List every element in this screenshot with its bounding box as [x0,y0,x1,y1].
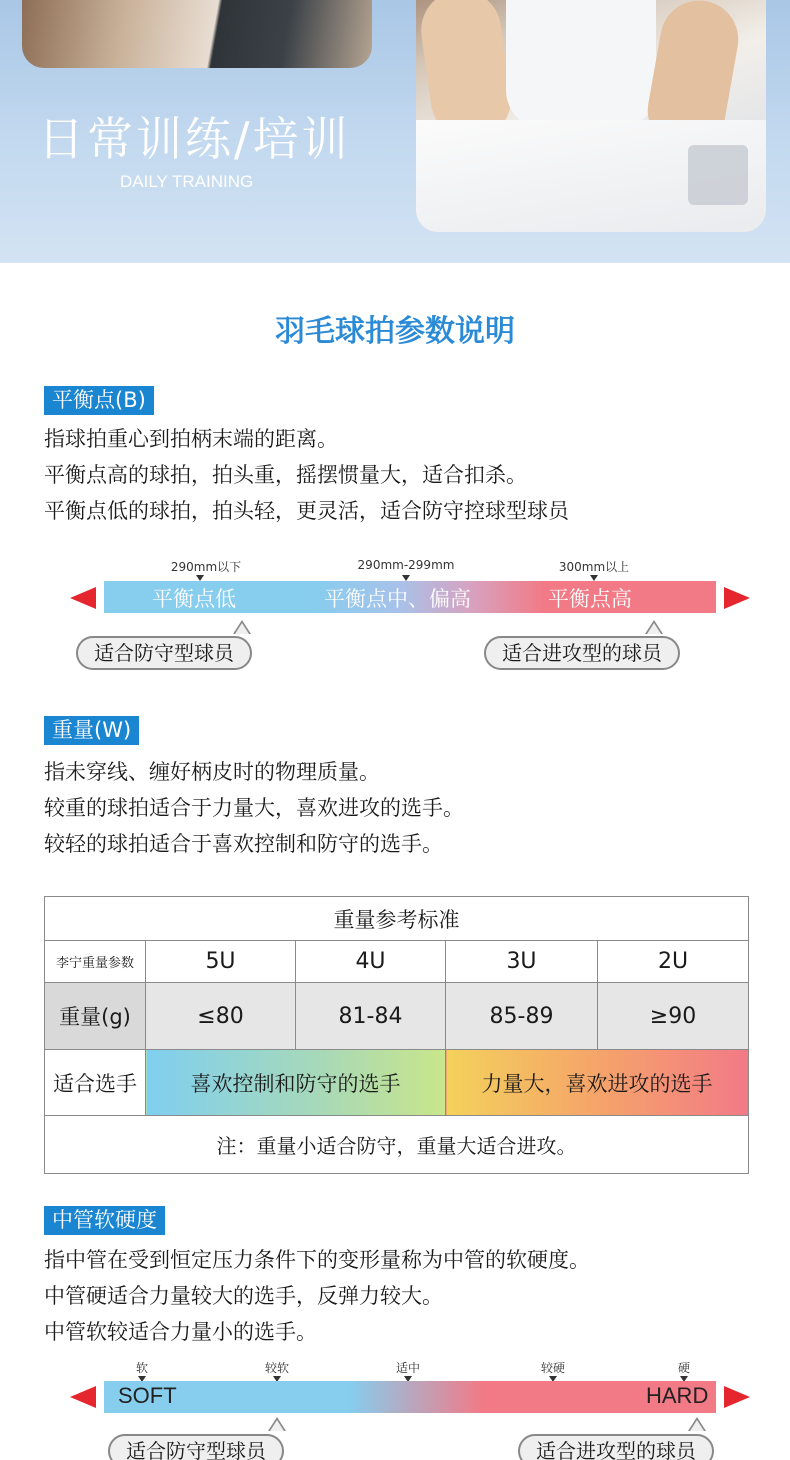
balance-description [44,421,569,529]
shaft-description [44,1242,590,1350]
tick-label: 较硬 [540,1361,566,1375]
weight-tag: 重量(W) [44,716,139,745]
tick-label: 290mm以下 [170,560,242,574]
table-cell: 力量大，喜欢进攻的选手 [446,1050,749,1116]
segment-label: 平衡点低 [152,587,236,611]
arrow-left-icon [70,587,96,609]
table-cell: 81-84 [296,983,446,1050]
table-row [45,1050,749,1116]
table-cell: ≤80 [146,983,296,1050]
tick-label: 硬 [677,1361,691,1375]
segment-label: 平衡点中、偏高 [324,587,471,611]
pointer-icon [645,620,663,634]
arrow-right-icon [724,587,750,609]
balance-line: 平衡点低的球拍，拍头轻，更灵活，适合防守控球型球员 [44,499,569,523]
banner-title: 日常训练/培训 [38,112,351,166]
balance-tag: 平衡点(B) [44,386,154,415]
row-header: 适合选手 [45,1050,146,1116]
shaft-scale [70,1357,750,1460]
row-header: 重量(g) [45,983,146,1050]
balance-scale [70,556,750,666]
arrow-right-icon [724,1386,750,1408]
tick-label: 适中 [395,1361,421,1375]
shaft-bar [104,1381,716,1413]
tick-label: 300mm以上 [558,560,630,574]
weight-line: 较轻的球拍适合于喜欢控制和防守的选手。 [44,832,443,856]
tick-label: 290mm-299mm [357,558,455,572]
table-cell: 5U [146,941,296,983]
weight-line: 指未穿线、缠好柄皮时的物理质量。 [44,760,380,784]
tick-label: 软 [135,1361,149,1375]
table-row [45,941,749,983]
offensive-player-note: 适合进攻型的球员 [518,1434,714,1460]
table-caption: 重量参考标准 [45,897,749,941]
pointer-icon [268,1417,286,1431]
hard-label: HARD [646,1383,709,1408]
defensive-player-note: 适合防守型球员 [108,1434,284,1460]
defensive-player-note: 适合防守型球员 [76,636,252,670]
table-cell: 85-89 [446,983,598,1050]
offensive-player-note: 适合进攻型的球员 [484,636,680,670]
banner-subtitle: DAILY TRAINING [120,172,254,191]
pointer-icon [688,1417,706,1431]
segment-label: 平衡点高 [548,587,632,611]
weight-line: 较重的球拍适合于力量大，喜欢进攻的选手。 [44,796,464,820]
weight-reference-table [44,896,749,1174]
table-cell: 2U [598,941,749,983]
pointer-icon [233,620,251,634]
training-photo [22,0,372,68]
shaft-line: 指中管在受到恒定压力条件下的变形量称为中管的软硬度。 [44,1248,590,1272]
table-cell: ≥90 [598,983,749,1050]
table-cell: 喜欢控制和防守的选手 [146,1050,446,1116]
weight-description [44,754,464,862]
shaft-line: 中管硬适合力量较大的选手，反弹力较大。 [44,1284,443,1308]
shaft-line: 中管软较适合力量小的选手。 [44,1320,317,1344]
balance-line: 平衡点高的球拍，拍头重，摇摆惯量大，适合扣杀。 [44,463,527,487]
row-header: 李宁重量参数 [45,941,146,983]
shaft-tag: 中管软硬度 [44,1206,165,1235]
banner [0,0,790,263]
page-title: 羽毛球拍参数说明 [275,314,515,349]
table-cell: 4U [296,941,446,983]
table-row [45,983,749,1050]
office-photo [416,0,766,232]
arrow-left-icon [70,1386,96,1408]
tick-label: 较软 [264,1361,290,1375]
soft-label: SOFT [118,1383,177,1408]
table-cell: 3U [446,941,598,983]
table-note: 注：重量小适合防守，重量大适合进攻。 [45,1116,749,1174]
table-row [45,1116,749,1174]
balance-line: 指球拍重心到拍柄末端的距离。 [44,427,338,451]
